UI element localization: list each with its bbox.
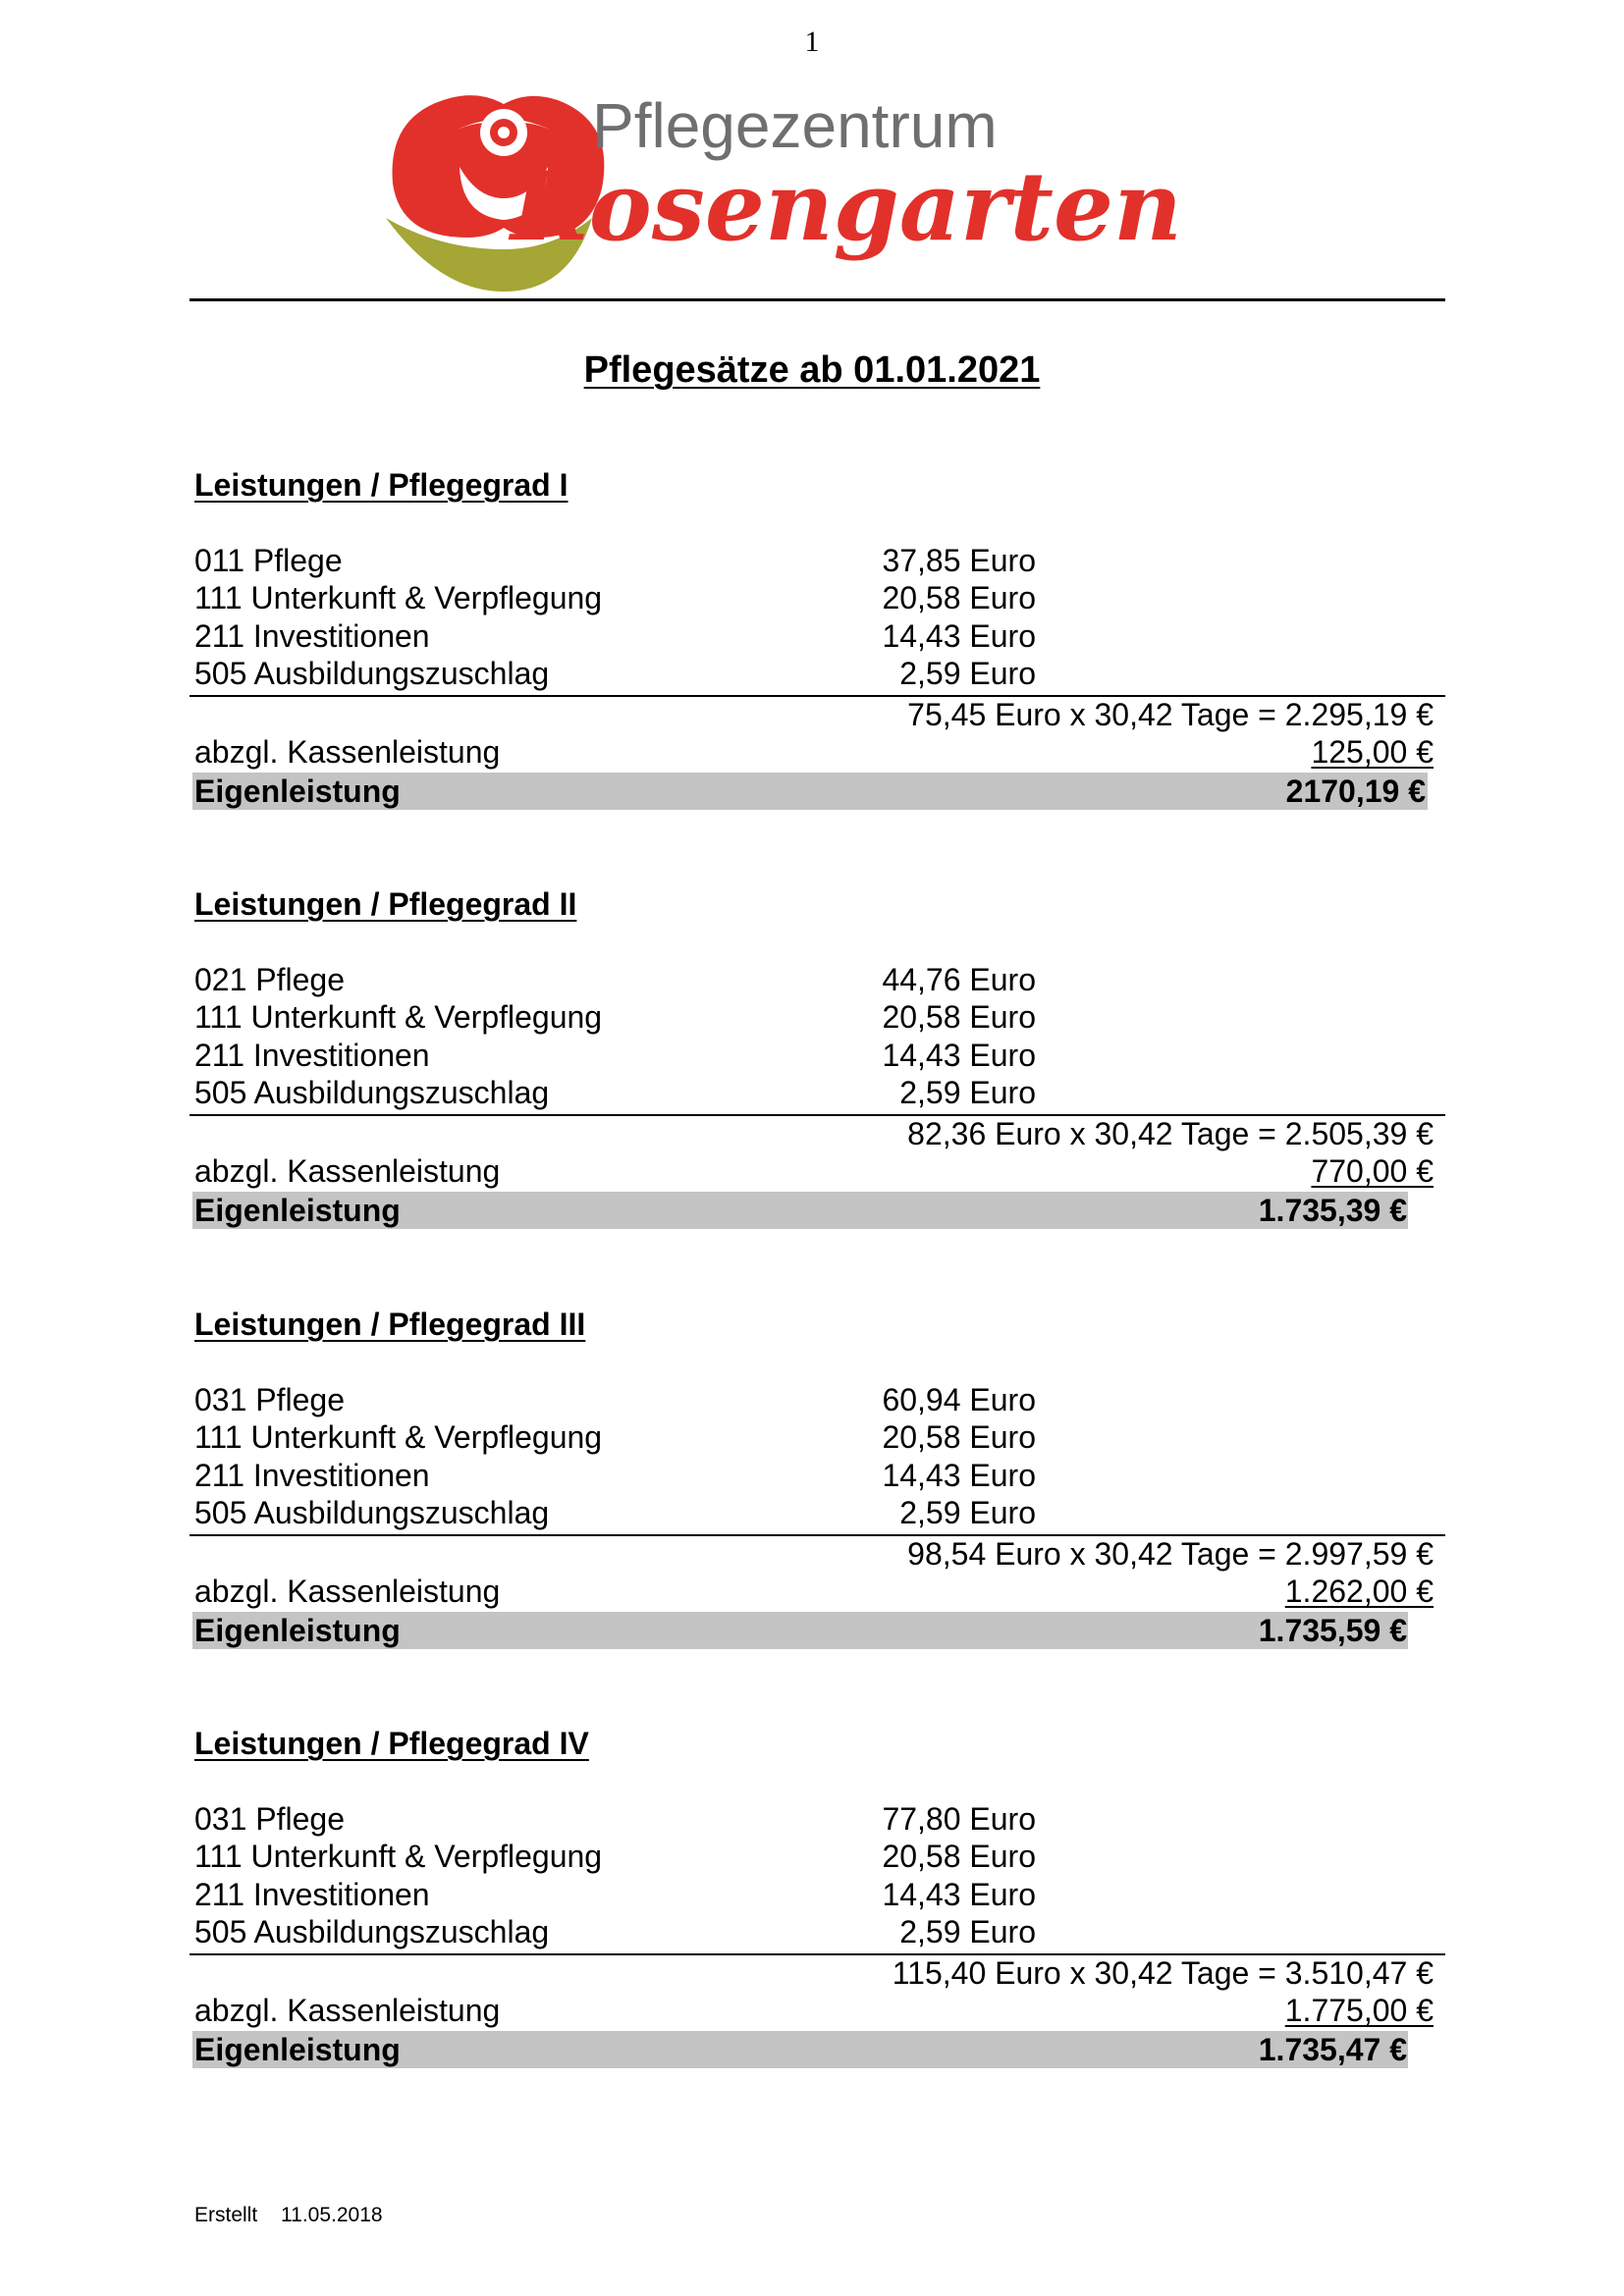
section-heading: Leistungen / Pflegegrad II bbox=[194, 886, 577, 922]
cost-item-value: 14,43 Euro bbox=[882, 1038, 1036, 1073]
logo-text-pflegezentrum: Pflegezentrum bbox=[592, 90, 998, 161]
monthly-total: 115,40 Euro x 30,42 Tage = 3.510,47 € bbox=[892, 1955, 1434, 1991]
cost-item-label: 211 Investitionen bbox=[194, 1038, 430, 1073]
section-heading: Leistungen / Pflegegrad IV bbox=[194, 1726, 589, 1761]
insurance-deduction-label: abzgl. Kassenleistung bbox=[194, 1574, 501, 1609]
cost-item-value: 2,59 Euro bbox=[899, 1495, 1036, 1530]
document-title: Pflegesätze ab 01.01.2021 bbox=[583, 349, 1041, 391]
cost-item-value: 14,43 Euro bbox=[882, 618, 1036, 654]
insurance-deduction-value: 125,00 € bbox=[1311, 734, 1434, 770]
footer bbox=[194, 2204, 401, 2227]
section-heading: Leistungen / Pflegegrad III bbox=[194, 1307, 586, 1342]
logo-text-rosengarten: Rosengarten bbox=[511, 151, 1182, 262]
insurance-deduction-label: abzgl. Kassenleistung bbox=[194, 1993, 501, 2028]
own-contribution-value: 2170,19 € bbox=[1285, 774, 1426, 809]
cost-item-label: 021 Pflege bbox=[194, 962, 346, 997]
own-contribution-label: Eigenleistung bbox=[194, 2032, 401, 2067]
section-pflegegrad-3 bbox=[0, 1307, 1624, 1648]
own-contribution-row bbox=[192, 773, 1428, 810]
section-heading: Leistungen / Pflegegrad I bbox=[194, 467, 568, 503]
insurance-deduction-label: abzgl. Kassenleistung bbox=[194, 734, 501, 770]
header-divider bbox=[189, 298, 1445, 301]
insurance-deduction-value: 1.262,00 € bbox=[1284, 1574, 1434, 1609]
own-contribution-row bbox=[192, 1192, 1408, 1229]
insurance-deduction-value: 1.775,00 € bbox=[1284, 1993, 1434, 2028]
own-contribution-label: Eigenleistung bbox=[194, 1613, 401, 1648]
cost-item-label: 505 Ausbildungszuschlag bbox=[194, 1495, 550, 1530]
cost-item-label: 031 Pflege bbox=[194, 1801, 346, 1837]
section-pflegegrad-1 bbox=[0, 467, 1624, 809]
cost-item-value: 37,85 Euro bbox=[882, 543, 1036, 578]
cost-item-label: 111 Unterkunft & Verpflegung bbox=[194, 1419, 603, 1455]
monthly-total: 98,54 Euro x 30,42 Tage = 2.997,59 € bbox=[907, 1536, 1434, 1572]
cost-item-label: 505 Ausbildungszuschlag bbox=[194, 656, 550, 691]
own-contribution-value: 1.735,39 € bbox=[1258, 1193, 1407, 1228]
monthly-total: 75,45 Euro x 30,42 Tage = 2.295,19 € bbox=[907, 697, 1434, 732]
cost-item-label: 211 Investitionen bbox=[194, 618, 430, 654]
footer-date: 11.05.2018 bbox=[281, 2204, 383, 2226]
own-contribution-row bbox=[192, 1612, 1408, 1649]
insurance-deduction-value: 770,00 € bbox=[1311, 1153, 1434, 1189]
cost-item-value: 20,58 Euro bbox=[882, 1419, 1036, 1455]
cost-item-value: 20,58 Euro bbox=[882, 999, 1036, 1035]
cost-item-value: 20,58 Euro bbox=[882, 1839, 1036, 1874]
own-contribution-label: Eigenleistung bbox=[194, 1193, 401, 1228]
cost-item-label: 111 Unterkunft & Verpflegung bbox=[194, 580, 603, 615]
cost-item-value: 77,80 Euro bbox=[882, 1801, 1036, 1837]
cost-item-label: 505 Ausbildungszuschlag bbox=[194, 1914, 550, 1949]
cost-item-value: 2,59 Euro bbox=[899, 1075, 1036, 1110]
rosengarten-logo bbox=[381, 90, 1265, 300]
cost-item-value: 2,59 Euro bbox=[899, 1914, 1036, 1949]
cost-item-value: 44,76 Euro bbox=[882, 962, 1036, 997]
section-pflegegrad-4 bbox=[0, 1726, 1624, 2067]
cost-item-label: 111 Unterkunft & Verpflegung bbox=[194, 999, 603, 1035]
insurance-deduction-label: abzgl. Kassenleistung bbox=[194, 1153, 501, 1189]
cost-item-value: 20,58 Euro bbox=[882, 580, 1036, 615]
monthly-total: 82,36 Euro x 30,42 Tage = 2.505,39 € bbox=[907, 1116, 1434, 1151]
cost-item-value: 2,59 Euro bbox=[899, 656, 1036, 691]
page-number: 1 bbox=[804, 26, 820, 58]
own-contribution-value: 1.735,59 € bbox=[1258, 1613, 1407, 1648]
cost-item-value: 14,43 Euro bbox=[882, 1458, 1036, 1493]
cost-item-value: 14,43 Euro bbox=[882, 1877, 1036, 1912]
cost-item-value: 60,94 Euro bbox=[882, 1382, 1036, 1417]
section-pflegegrad-2 bbox=[0, 886, 1624, 1228]
own-contribution-label: Eigenleistung bbox=[194, 774, 401, 809]
footer-label: Erstellt bbox=[194, 2204, 258, 2226]
cost-item-label: 505 Ausbildungszuschlag bbox=[194, 1075, 550, 1110]
cost-item-label: 031 Pflege bbox=[194, 1382, 346, 1417]
cost-item-label: 011 Pflege bbox=[194, 543, 343, 578]
cost-item-label: 211 Investitionen bbox=[194, 1877, 430, 1912]
cost-item-label: 111 Unterkunft & Verpflegung bbox=[194, 1839, 603, 1874]
own-contribution-value: 1.735,47 € bbox=[1258, 2032, 1407, 2067]
cost-item-label: 211 Investitionen bbox=[194, 1458, 430, 1493]
own-contribution-row bbox=[192, 2031, 1408, 2068]
